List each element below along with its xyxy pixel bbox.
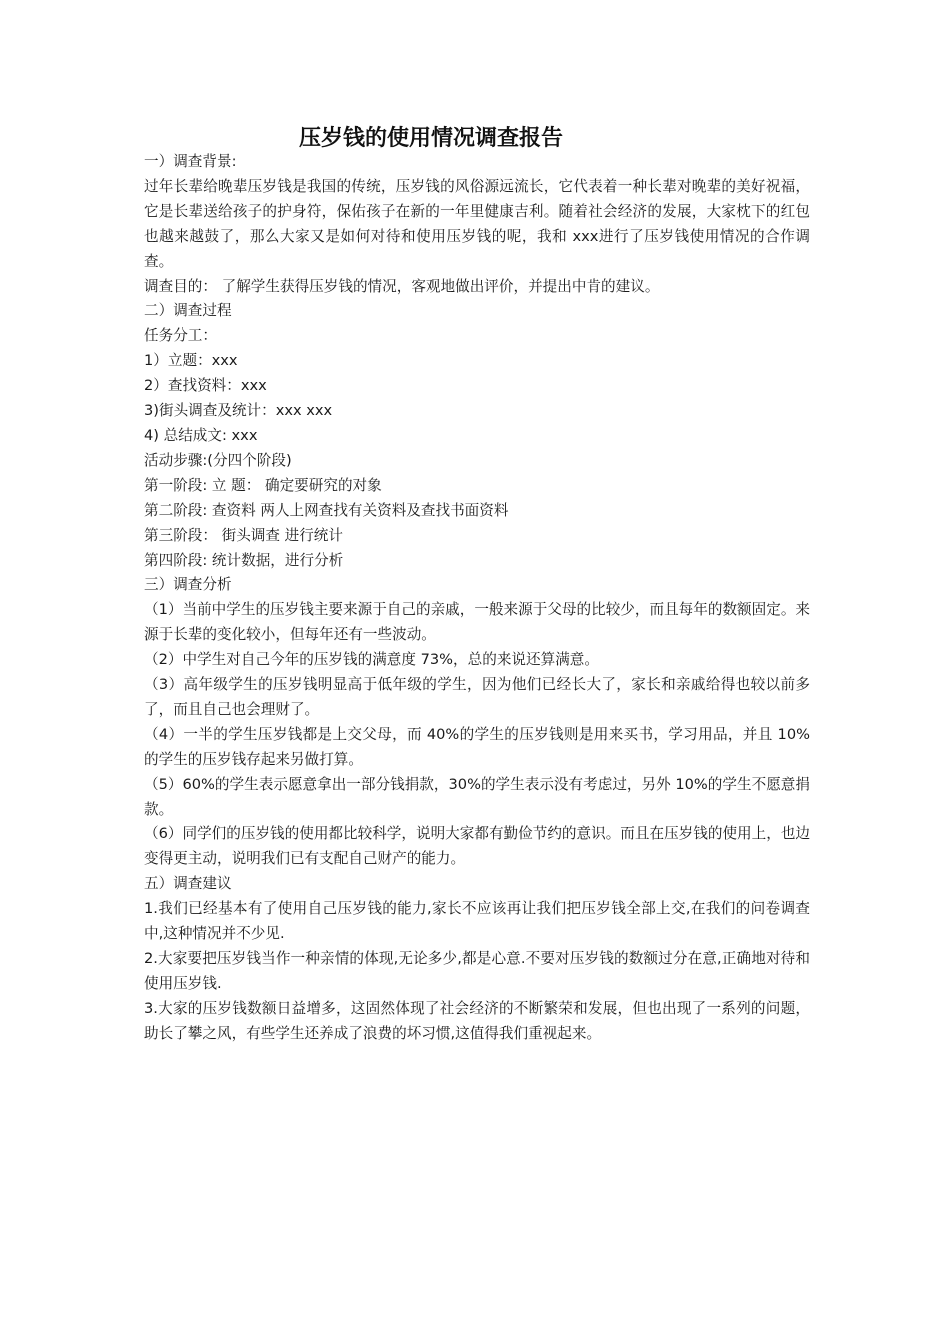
analysis-item: （5）60%的学生表示愿意拿出一部分钱捐款，30%的学生表示没有考虑过，另外 10%的学生不愿意捐款。 — [144, 775, 810, 818]
step-item: 第四阶段: 统计数据，进行分析 — [144, 551, 344, 569]
suggestion-item: 3.大家的压岁钱数额日益增多，这固然体现了社会经济的不断繁荣和发展，但也出现了一系列的问题，助长了攀之风，有些学生还养成了浪费的坏习惯,这值得我们重视起来。 — [144, 999, 810, 1042]
step-item: 第一阶段: 立 题： 确定要研究的对象 — [144, 476, 382, 494]
analysis-item: （6）同学们的压岁钱的使用都比较科学，说明大家都有勤俭节约的意识。而且在压岁钱的使用上，也边变得更主动，说明我们已有支配自己财产的能力。 — [144, 825, 811, 868]
section-heading-analysis: 三）调查分析 — [144, 576, 232, 594]
step-item: 第三阶段： 街头调查 进行统计 — [144, 526, 343, 544]
analysis-item: （4）一半的学生压岁钱都是上交父母，而 40%的学生的压岁钱则是用来买书，学习用品，并且 10%的学生的压岁钱存起来另做打算。 — [144, 725, 810, 768]
background-paragraph: 过年长辈给晚辈压岁钱是我国的传统，压岁钱的风俗源远流长，它代表着一种长辈对晚辈的美好祝福，它是长辈送给孩子的护身符，保佑孩子在新的一年里健康吉利。随着社会经济的发展，大家枕下的红包也越来越鼓了，那么大家又是如何对待和使用压岁钱的呢，我和 xxx进行了压岁钱使用情况的合作调查。 — [144, 177, 810, 270]
steps-heading: 活动步骤:(分四个阶段) — [144, 451, 292, 469]
analysis-item: （1）当前中学生的压岁钱主要来源于自己的亲戚，一般来源于父母的比较少，而且每年的数额固定。来源于长辈的变化较小，但每年还有一些波动。 — [144, 601, 811, 644]
step-item: 第二阶段: 查资料 两人上网查找有关资料及查找书面资料 — [144, 501, 509, 519]
section-heading-suggestions: 五）调查建议 — [144, 875, 232, 893]
suggestion-item: 2.大家要把压岁钱当作一种亲情的体现,无论多少,都是心意.不要对压岁钱的数额过分在意,正确地对待和使用压岁钱. — [144, 950, 810, 992]
suggestion-item: 1.我们已经基本有了使用自己压岁钱的能力,家长不应该再让我们把压岁钱全部上交,在我们的问卷调查中,这种情况并不少见. — [144, 900, 810, 943]
document-title: 压岁钱的使用情况调查报告 — [298, 125, 563, 151]
analysis-item: （2）中学生对自己今年的压岁钱的满意度 73%，总的来说还算满意。 — [144, 651, 599, 669]
section-heading-process: 二）调查过程 — [144, 302, 232, 320]
section-heading-background: 一）调查背景: — [144, 153, 237, 170]
task-item: 3)街头调查及统计：xxx xxx — [144, 402, 333, 420]
task-item: 1）立题：xxx — [144, 352, 238, 370]
task-item: 2）查找资料：xxx — [144, 377, 267, 395]
document-body — [144, 150, 810, 1047]
tasks-heading: 任务分工： — [144, 327, 217, 345]
analysis-item: （3）高年级学生的压岁钱明显高于低年级的学生，因为他们已经长大了，家长和亲戚给得也较以前多了，而且自己也会理财了。 — [144, 676, 810, 718]
task-item: 4) 总结成文: xxx — [144, 426, 258, 444]
purpose-paragraph: 调查目的： 了解学生获得压岁钱的情况，客观地做出评价，并提出中肯的建议。 — [144, 277, 660, 295]
